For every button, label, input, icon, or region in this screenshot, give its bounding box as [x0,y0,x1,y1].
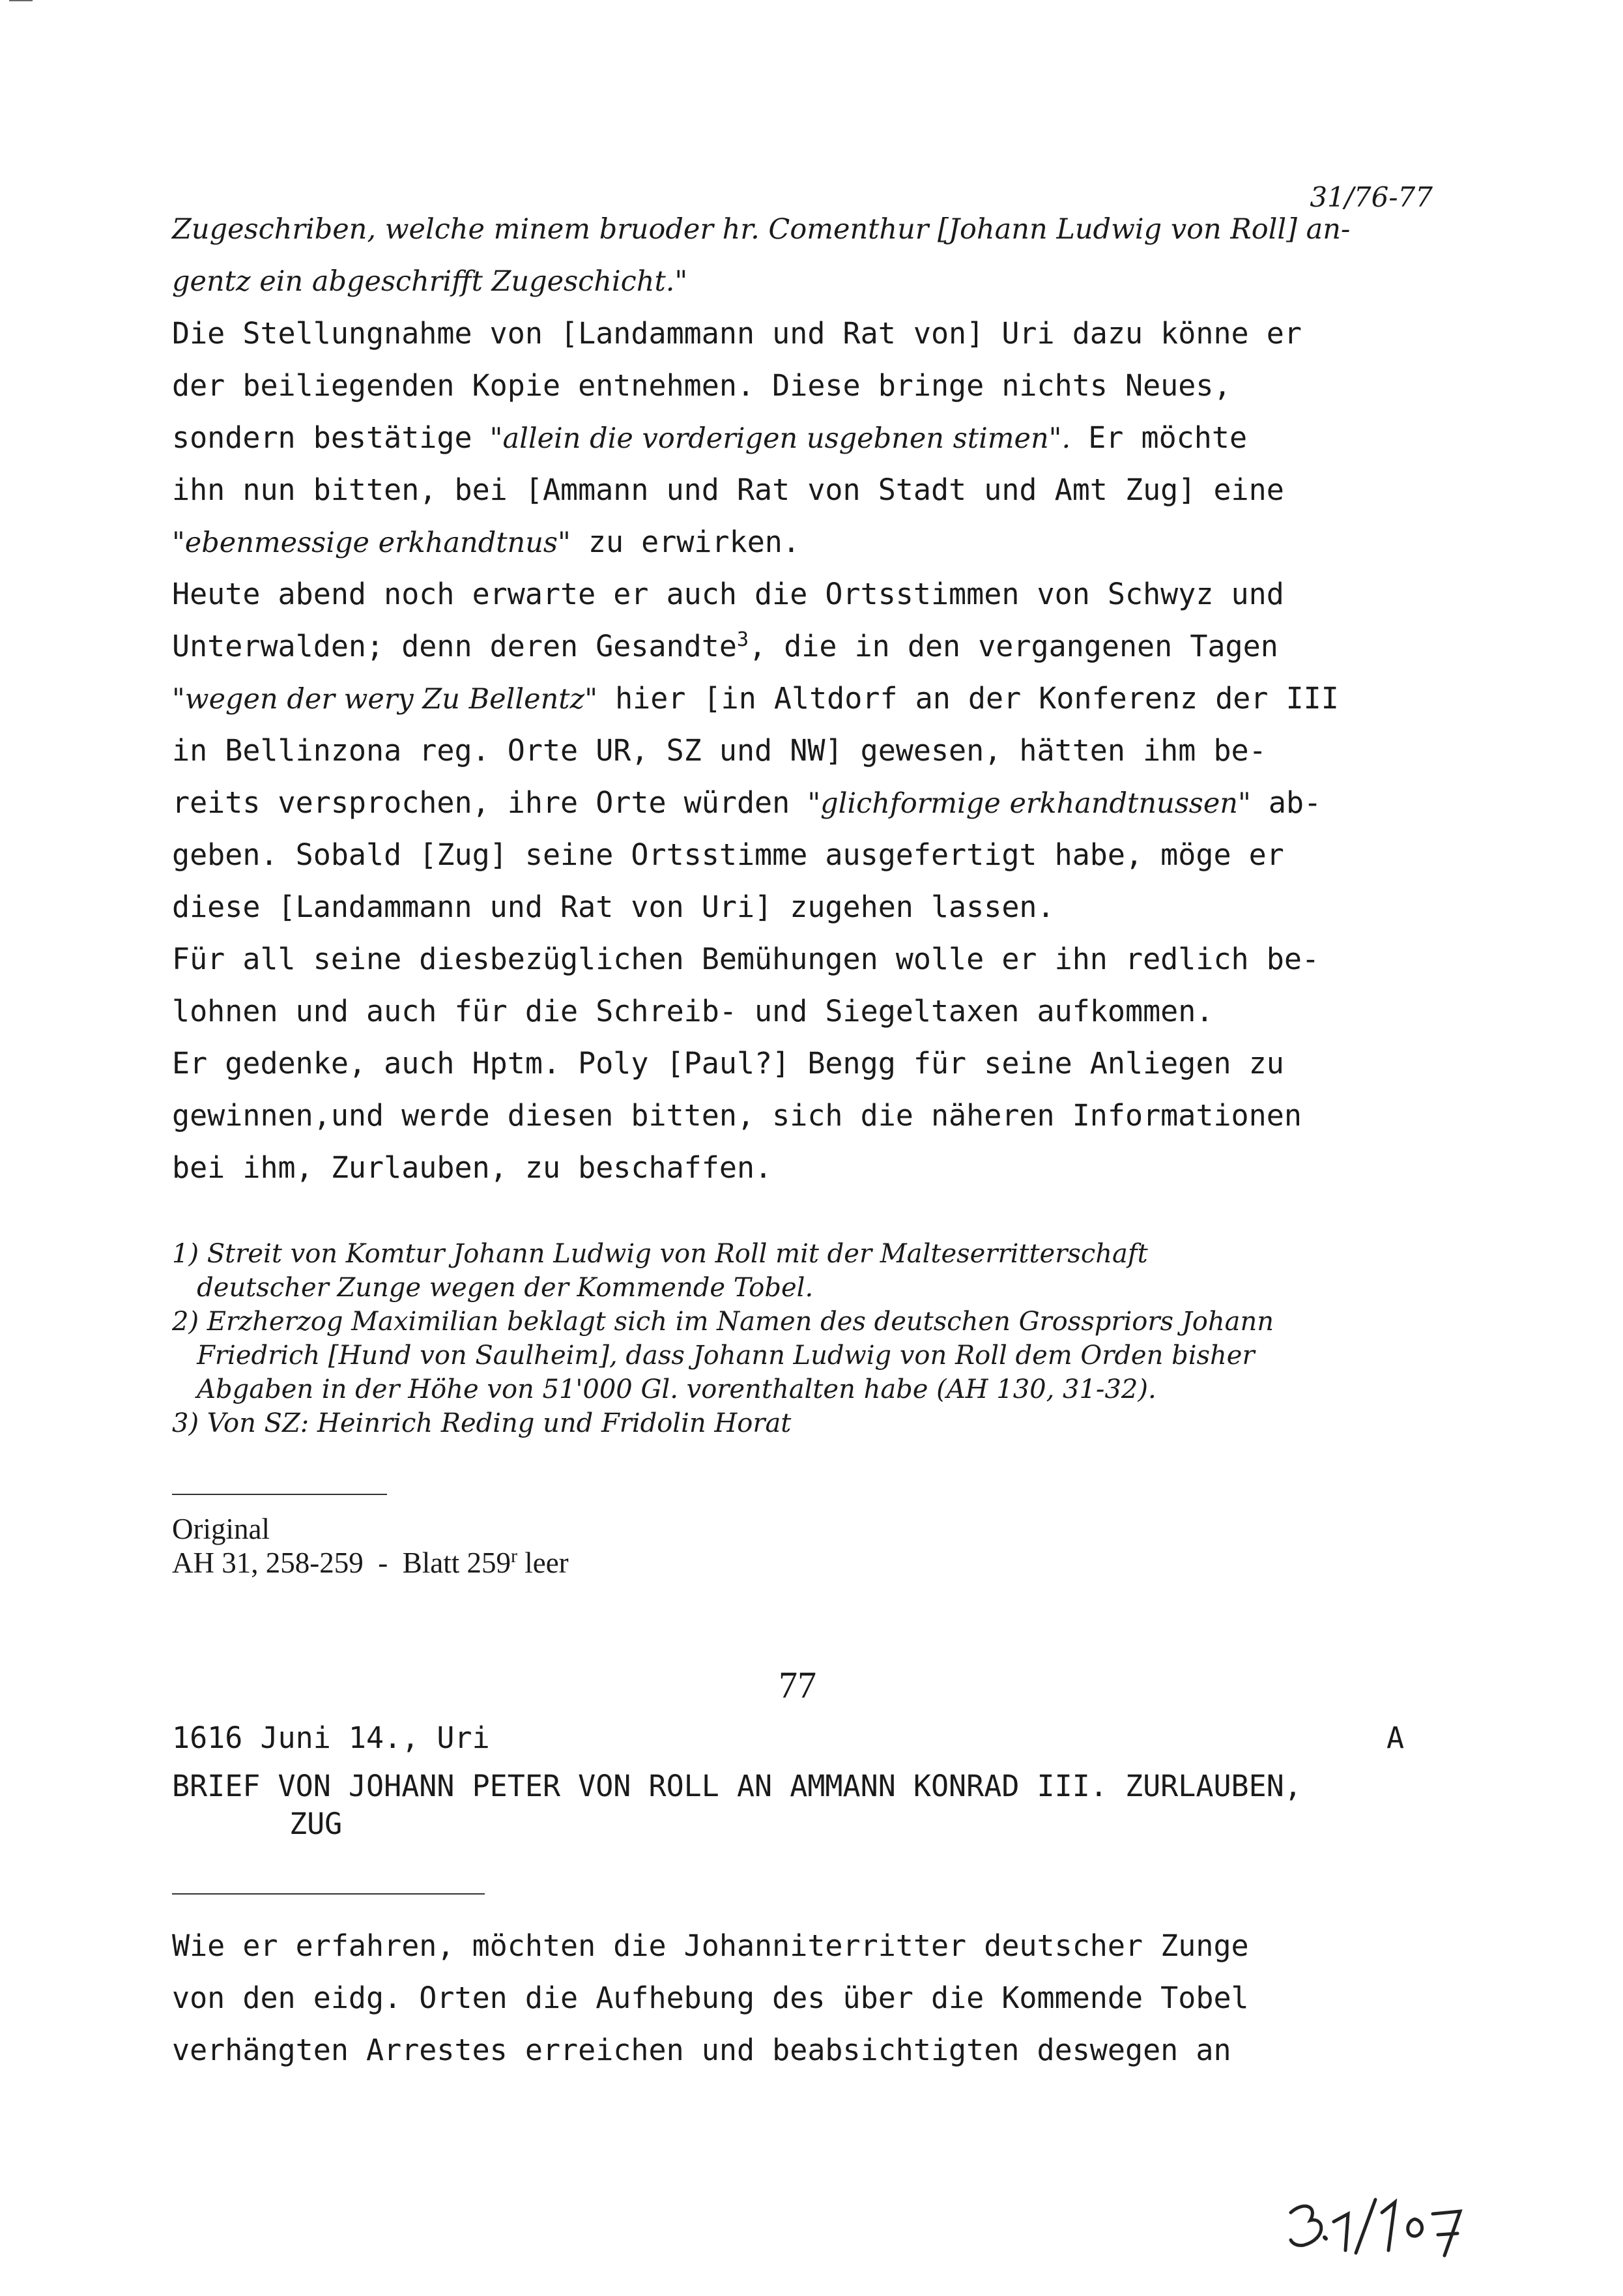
corner-mark [9,0,33,1]
body-line: gentz ein abgeschrifft Zugeschicht." [172,265,688,298]
source-reference: AH 31, 258-259 - Blatt 259$^r$ leer [172,1545,569,1579]
body-line: Zugeschriben, welche minem bruoder hr. Comenthur [Johann Ludwig von Roll] an- [172,213,1351,246]
footnote-line: Friedrich [Hund von Saulheim], dass Johann Ludwig von Roll dem Orden bisher [172,1341,1255,1371]
body-line: "wegen der wery Zu Bellentz" hier [in Altdorf an der Konferenz der III [172,681,1339,716]
body-line: sondern bestätige "allein die vorderigen usgebnen stimen". Er möchte [172,420,1248,455]
source-label: Original [172,1513,270,1545]
document-title [172,1767,1475,1843]
body-line: bei ihm, Zurlauben, zu beschaffen. [172,1150,773,1185]
dateline: 1616 Juni 14., Uri [172,1721,490,1755]
title-line: ZUG [289,1807,343,1841]
summary-line: Wie er erfahren, möchten die Johanniterritter deutscher Zunge [172,1928,1249,1963]
footnote-line: 1) Streit von Komtur Johann Ludwig von Roll mit der Malteserritterschaft [172,1239,1148,1269]
divider [172,1494,387,1495]
body-line: der beiliegenden Kopie entnehmen. Diese bringe nichts Neues, [172,368,1231,403]
footnote-line: Abgaben in der Höhe von 51'000 Gl. vorenthalten habe (AH 130, 31-32). [172,1374,1156,1404]
handwritten-folio-number [1284,2188,1473,2260]
body-line: "ebenmessige erkhandtnus" zu erwirken. [172,525,800,559]
footnote-line: 2) Erzherzog Maximilian beklagt sich im Namen des deutschen Grosspriors Johann [172,1307,1274,1337]
body-line: in Bellinzona reg. Orte UR, SZ und NW] gewesen, hätten ihm be- [172,733,1267,768]
summary-text [172,1920,1475,2076]
body-line: Die Stellungnahme von [Landammann und Rat von] Uri dazu könne er [172,316,1302,351]
archive-letter: A [1386,1721,1405,1755]
footnotes [172,1237,1475,1440]
body-line: geben. Sobald [Zug] seine Ortsstimme ausgefertigt habe, möge er [172,837,1284,872]
title-line: BRIEF VON JOHANN PETER VON ROLL AN AMMANN KONRAD III. ZURLAUBEN, [172,1769,1302,1803]
document-number: 77 [779,1664,816,1706]
body-line: lohnen und auch für die Schreib- und Siegeltaxen aufkommen. [172,994,1214,1028]
body-line: gewinnen,und werde diesen bitten, sich die näheren Informationen [172,1098,1302,1133]
body-line: Heute abend noch erwarte er auch die Ortsstimmen von Schwyz und [172,577,1284,611]
page-reference: 31/76-77 [1310,181,1433,213]
body-line: diese [Landammann und Rat von Uri] zugehen lassen. [172,890,1055,924]
footnote-line: 3) Von SZ: Heinrich Reding und Fridolin Horat [172,1408,792,1438]
summary-line: verhängten Arrestes erreichen und beabsichtigten deswegen an [172,2033,1231,2067]
footnote-ref: 3 [736,628,749,651]
body-text [172,203,1475,1194]
body-line: ihn nun bitten, bei [Ammann und Rat von Stadt und Amt Zug] eine [172,472,1284,507]
summary-line: von den eidg. Orten die Aufhebung des über die Kommende Tobel [172,1981,1249,2015]
source-note [172,1512,569,1580]
body-line: Er gedenke, auch Hptm. Poly [Paul?] Bengg für seine Anliegen zu [172,1046,1284,1081]
footnote-line: deutscher Zunge wegen der Kommende Tobel. [172,1273,814,1303]
divider [172,1893,485,1895]
body-line: reits versprochen, ihre Orte würden "glichformige erkhandtnussen" ab- [172,785,1322,820]
body-line: Für all seine diesbezüglichen Bemühungen wolle er ihn redlich be- [172,942,1319,976]
body-line: Unterwalden; denn deren Gesandte$^3$, die in den vergangenen Tagen [172,628,1278,663]
